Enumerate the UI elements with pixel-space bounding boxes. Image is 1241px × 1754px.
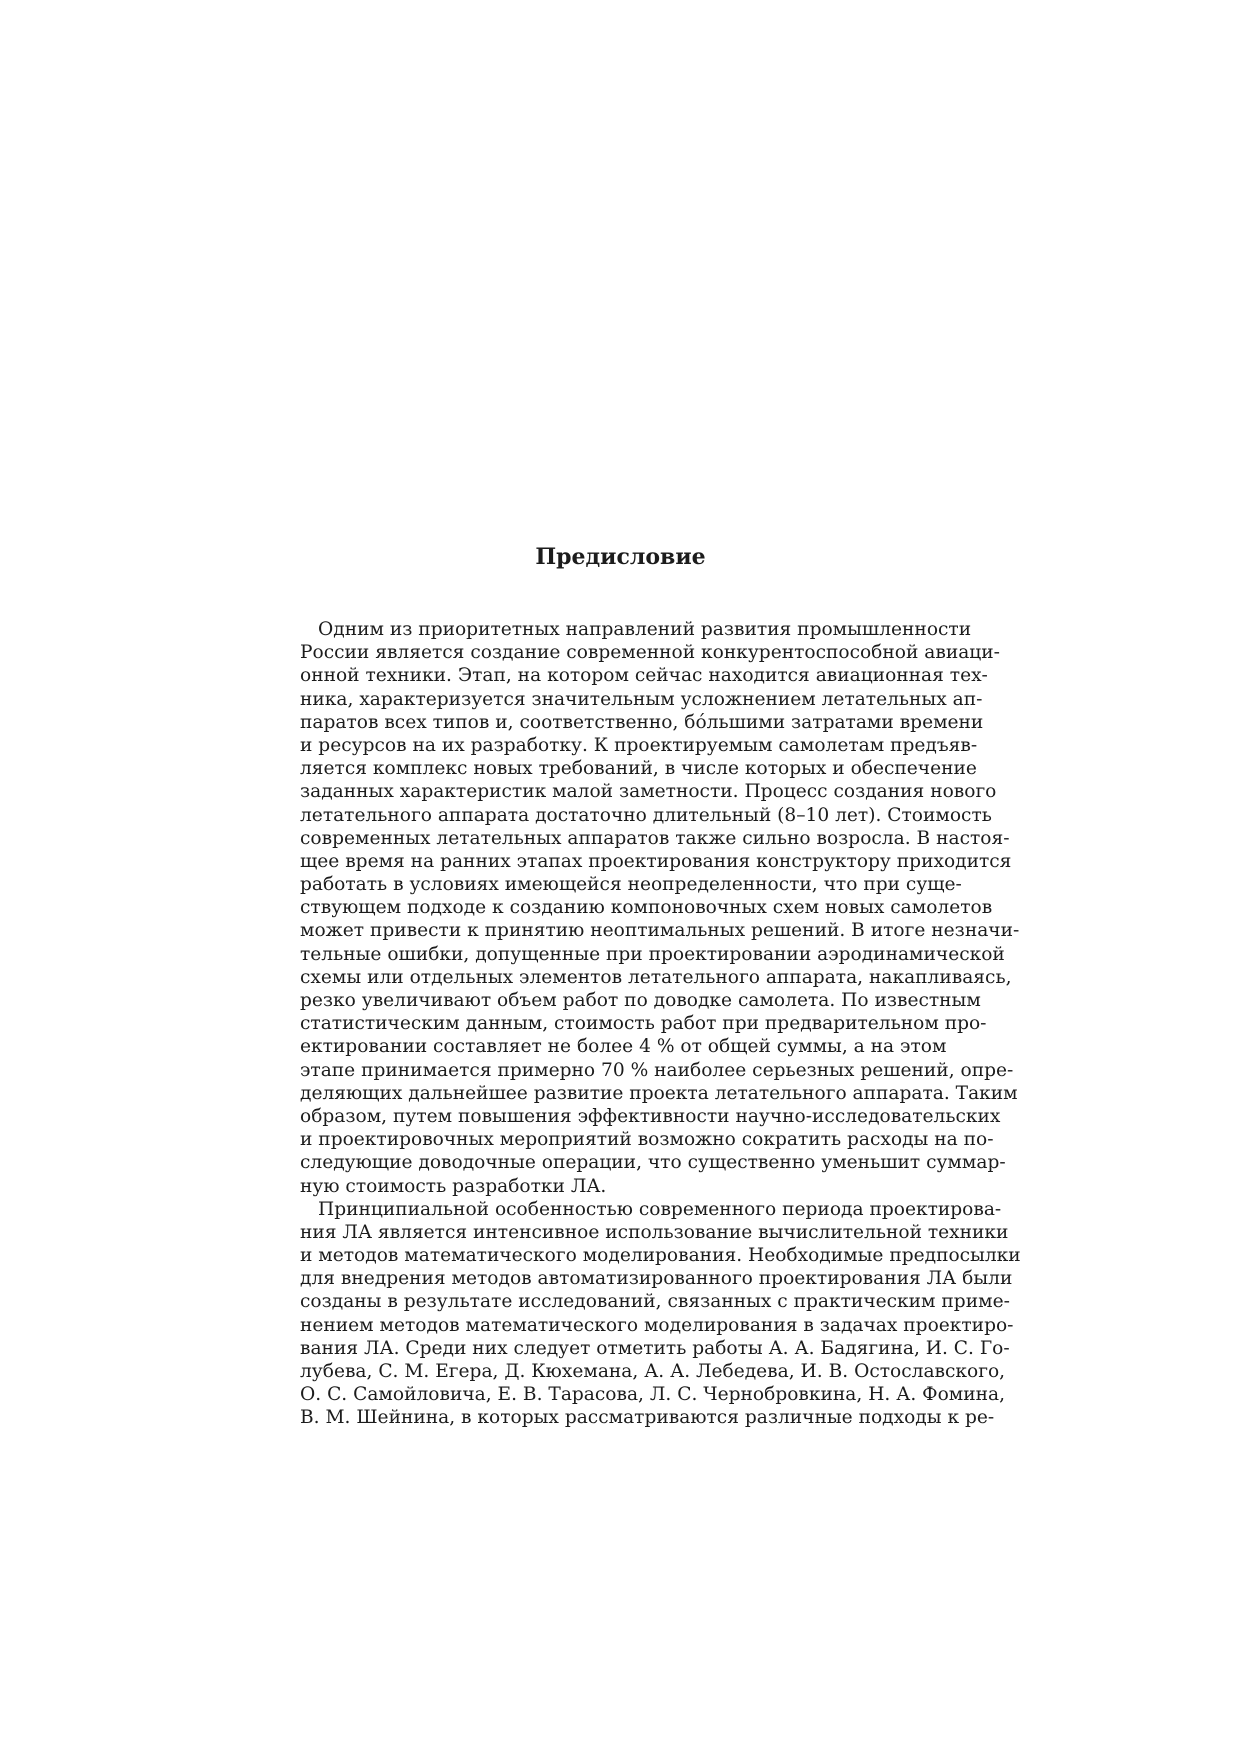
- text-line: ния ЛА является интенсивное использование вычислительной техники: [300, 1221, 1009, 1243]
- text-line: и методов математического моделирования. Необходимые предпосылки: [300, 1245, 1021, 1267]
- text-line: ляется комплекс новых требований, в числе которых и обеспечение: [300, 758, 977, 780]
- text-line: летательного аппарата достаточно длительный (8–10 лет). Стоимость: [300, 804, 992, 826]
- text-line: онной техники. Этап, на котором сейчас находится авиационная тех-: [300, 665, 988, 687]
- text-line: ствующем подходе к созданию компоновочных схем новых самолетов: [300, 897, 993, 919]
- text-line: лубева, С. М. Егера, Д. Кюхемана, А. А. Лебедева, И. В. Остославского,: [300, 1361, 1006, 1382]
- text-line: созданы в результате исследований, связанных с практическим приме-: [300, 1291, 1010, 1313]
- text-line: нением методов математического моделирования в задачах проектиро-: [300, 1314, 1014, 1336]
- paragraph-1: [300, 618, 1020, 1198]
- text-line: работать в условиях имеющейся неопределенности, что при суще-: [300, 874, 962, 896]
- text-line: О. С. Самойловича, Е. В. Тарасова, Л. С. Чернобровкина, Н. А. Фомина,: [300, 1384, 1006, 1406]
- text-line: России является создание современной конкурентоспособной авиаци-: [300, 642, 1000, 664]
- text-line: может привести к принятию неоптимальных решений. В итоге незначи-: [300, 920, 1020, 942]
- text-line: статистическим данным, стоимость работ при предварительном про-: [300, 1013, 987, 1035]
- text-line: Принципиальной особенностью современного периода проектирова-: [318, 1198, 1002, 1220]
- text-line: заданных характеристик малой заметности. Процесс создания нового: [300, 781, 997, 803]
- text-line: ника, характеризуется значительным усложнением летательных ап-: [300, 688, 983, 710]
- text-line: следующие доводочные операции, что существенно уменьшит суммар-: [300, 1152, 1006, 1174]
- body-text: [300, 618, 1021, 1430]
- text-line: ектировании составляет не более 4 % от общей суммы, а на этом: [300, 1036, 947, 1058]
- text-line: для внедрения методов автоматизированного проектирования ЛА были: [300, 1268, 1013, 1290]
- text-line: В. М. Шейнина, в которых рассматриваются различные подходы к ре-: [300, 1407, 995, 1429]
- text-line: этапе принимается примерно 70 % наиболее серьезных решений, опре-: [300, 1059, 1014, 1081]
- text-line: паратов всех типов и, соответственно, бо́льшими затратами времени: [300, 711, 984, 733]
- text-line: и ресурсов на их разработку. К проектируемым самолетам предъяв-: [300, 734, 978, 756]
- text-line: тельные ошибки, допущенные при проектировании аэродинамической: [300, 943, 1005, 965]
- text-line: ную стоимость разработки ЛА.: [300, 1175, 607, 1197]
- text-line: деляющих дальнейшее развитие проекта летательного аппарата. Таким: [300, 1082, 1018, 1104]
- text-line: Одним из приоритетных направлений развития промышленности: [318, 619, 972, 640]
- text-line: щее время на ранних этапах проектирования конструктору приходится: [300, 850, 1012, 872]
- text-line: вания ЛА. Среди них следует отметить работы А. А. Бадягина, И. С. Го-: [300, 1337, 1010, 1359]
- page-title: Предисловие: [535, 544, 706, 570]
- text-line: современных летательных аппаратов также сильно возросла. В настоя-: [300, 827, 1010, 849]
- text-line: резко увеличивают объем работ по доводке самолета. По известным: [300, 990, 981, 1011]
- text-line: схемы или отдельных элементов летательного аппарата, накапливаясь,: [300, 966, 1012, 988]
- text-line: и проектировочных мероприятий возможно сократить расходы на по-: [300, 1129, 994, 1151]
- text-line: образом, путем повышения эффективности научно-исследовательских: [300, 1105, 1001, 1127]
- paragraph-2: [300, 1198, 1021, 1430]
